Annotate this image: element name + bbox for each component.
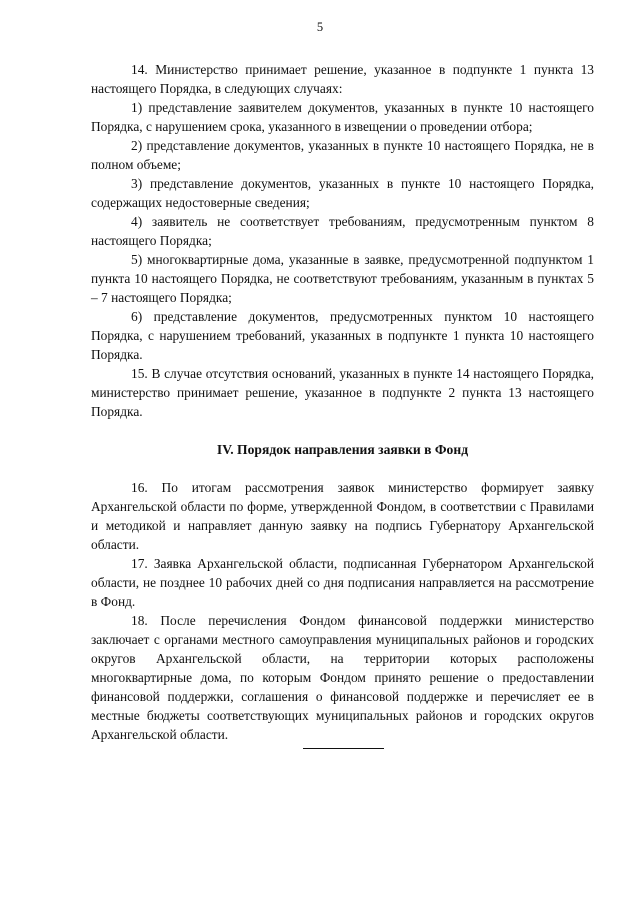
section-heading: IV. Порядок направления заявки в Фонд [216, 442, 469, 457]
paragraph-14-item-6: 6) представление документов, предусмотренных пунктом 10 настоящего Порядка, с нарушением требований, указанных в подпункте 1 пункта 10 настоящего Порядка. [91, 309, 594, 362]
paragraph-16: 16. По итогам рассмотрения заявок министерство формирует заявку Архангельской области по форме, утвержденной Фондом, в соответствии с Правилами и методикой и направляет данную заявку на подпись Губернатору Архангельской области. [91, 480, 594, 552]
paragraph-15: 15. В случае отсутствия оснований, указанных в пункте 14 настоящего Порядка, министерство принимает решение, указанное в подпункте 2 пункта 13 настоящего Порядка. [91, 366, 594, 419]
paragraph-14-item-5: 5) многоквартирные дома, указанные в заявке, предусмотренной подпунктом 1 пункта 10 настоящего Порядка, не соответствуют требованиям, указанным в пунктах 5 – 7 настоящего Порядка; [91, 252, 594, 305]
document-body [91, 60, 594, 744]
page-number: 5 [316, 20, 324, 34]
paragraph-18: 18. После перечисления Фондом финансовой поддержки министерство заключает с органами местного самоуправления муниципальных районов и городских округов Архангельской области, на территории которых расположены многоквартирные дома, по которым Фондом принято решение о предоставлении финансовой поддержки, соглашения о финансовой поддержке и перечисляет ее в местные бюджеты соответствующих муниципальных районов и городских округов Архангельской области. [91, 613, 594, 742]
paragraph-14: 14. Министерство принимает решение, указанное в подпункте 1 пункта 13 настоящего Порядка, в следующих случаях: [91, 62, 594, 96]
paragraph-14-item-1: 1) представление заявителем документов, указанных в пункте 10 настоящего Порядка, с нарушением срока, указанного в извещении о проведении отбора; [91, 100, 594, 134]
paragraph-14-item-2: 2) представление документов, указанных в пункте 10 настоящего Порядка, не в полном объеме; [91, 138, 594, 172]
end-of-document-rule [303, 748, 384, 749]
paragraph-14-item-3: 3) представление документов, указанных в пункте 10 настоящего Порядка, содержащих недостоверные сведения; [91, 176, 594, 210]
paragraph-17: 17. Заявка Архангельской области, подписанная Губернатором Архангельской области, не позднее 10 рабочих дней со дня подписания направляется на рассмотрение в Фонд. [91, 556, 594, 609]
paragraph-14-item-4: 4) заявитель не соответствует требованиям, предусмотренным пунктом 8 настоящего Порядка; [91, 214, 594, 248]
